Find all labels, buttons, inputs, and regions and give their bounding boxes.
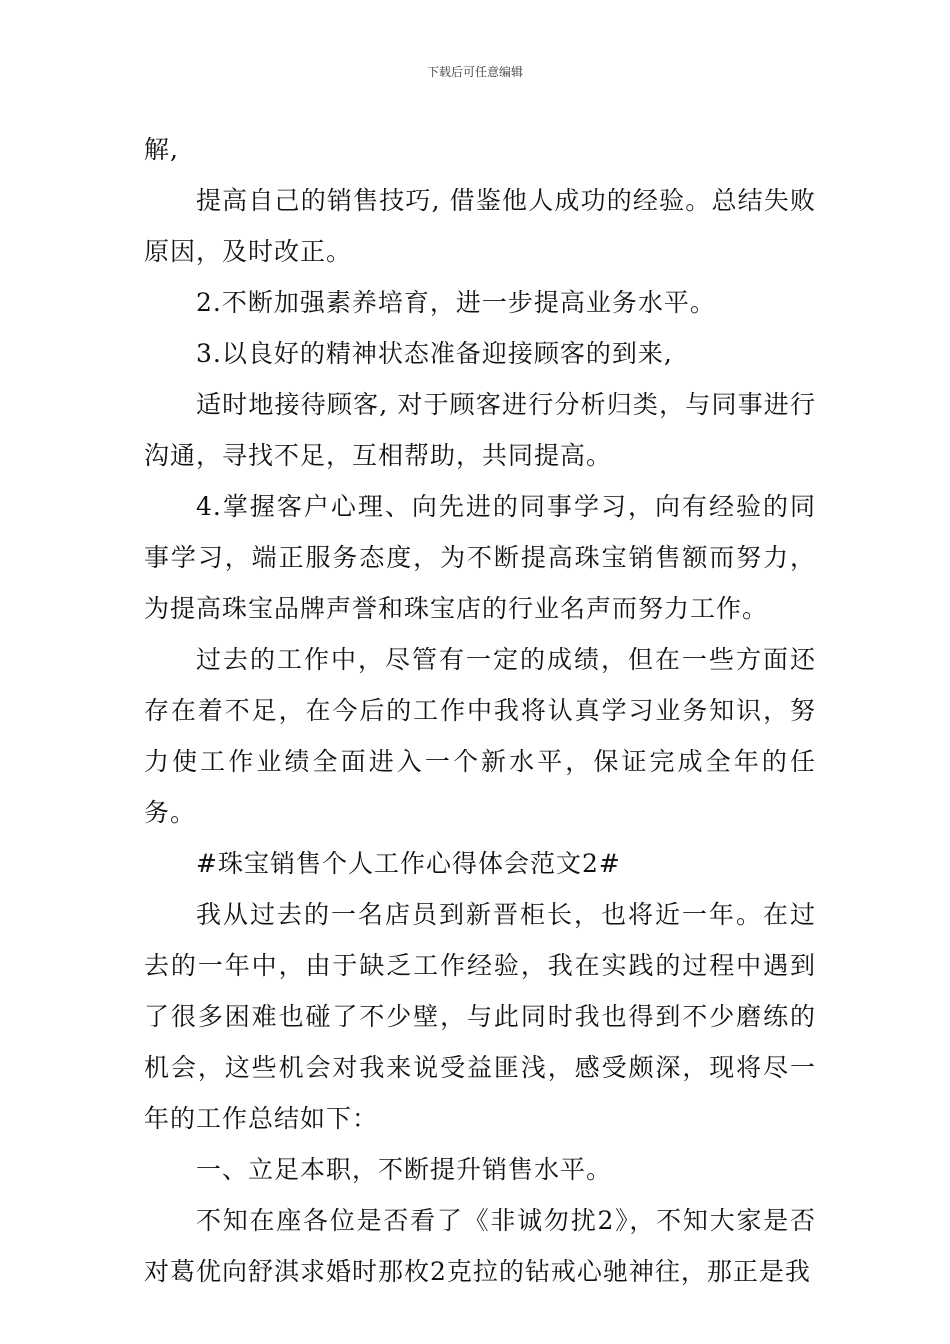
paragraph-4: 3.以良好的精神状态准备迎接顾客的到来,: [196, 339, 673, 368]
paragraph-7: 过去的工作中，尽管有一定的成绩，但在一些方面还存在着不足，在今后的工作中我将认真学习业务知识，努力使工作业绩全面进入一个新水平，保证完成全年的任务。: [144, 645, 816, 827]
paragraph-3: 2.不断加强素养培育，进一步提高业务水平。: [196, 288, 716, 317]
page-header: 下载后可任意编辑: [426, 65, 523, 79]
document-body: [144, 124, 816, 1297]
paragraph-1: 解,: [144, 135, 179, 164]
section-heading: #珠宝销售个人工作心得体会范文2#: [196, 849, 621, 878]
paragraph-11: 不知在座各位是否看了《非诚勿扰2》，不知大家是否对葛优向舒淇求婚时那枚2克拉的钻戒心驰神往，那正是我: [144, 1206, 816, 1286]
paragraph-5: 适时地接待顾客, 对于顾客进行分析归类，与同事进行沟通，寻找不足，互相帮助，共同提高。: [144, 390, 816, 470]
paragraph-6: 4.掌握客户心理、向先进的同事学习，向有经验的同事学习，端正服务态度，为不断提高珠宝销售额而努力，为提高珠宝品牌声誉和珠宝店的行业名声而努力工作。: [144, 492, 816, 623]
paragraph-2: 提高自己的销售技巧, 借鉴他人成功的经验。总结失败原因，及时改正。: [144, 186, 816, 266]
subsection-heading: 一、立足本职，不断提升销售水平。: [196, 1155, 613, 1184]
paragraph-9: 我从过去的一名店员到新晋柜长，也将近一年。在过去的一年中，由于缺乏工作经验，我在实践的过程中遇到了很多困难也碰了不少壁，与此同时我也得到不少磨练的机会，这些机会对我来说受益匪浅，感受颇深，现将尽一年的工作总结如下：: [144, 900, 816, 1133]
